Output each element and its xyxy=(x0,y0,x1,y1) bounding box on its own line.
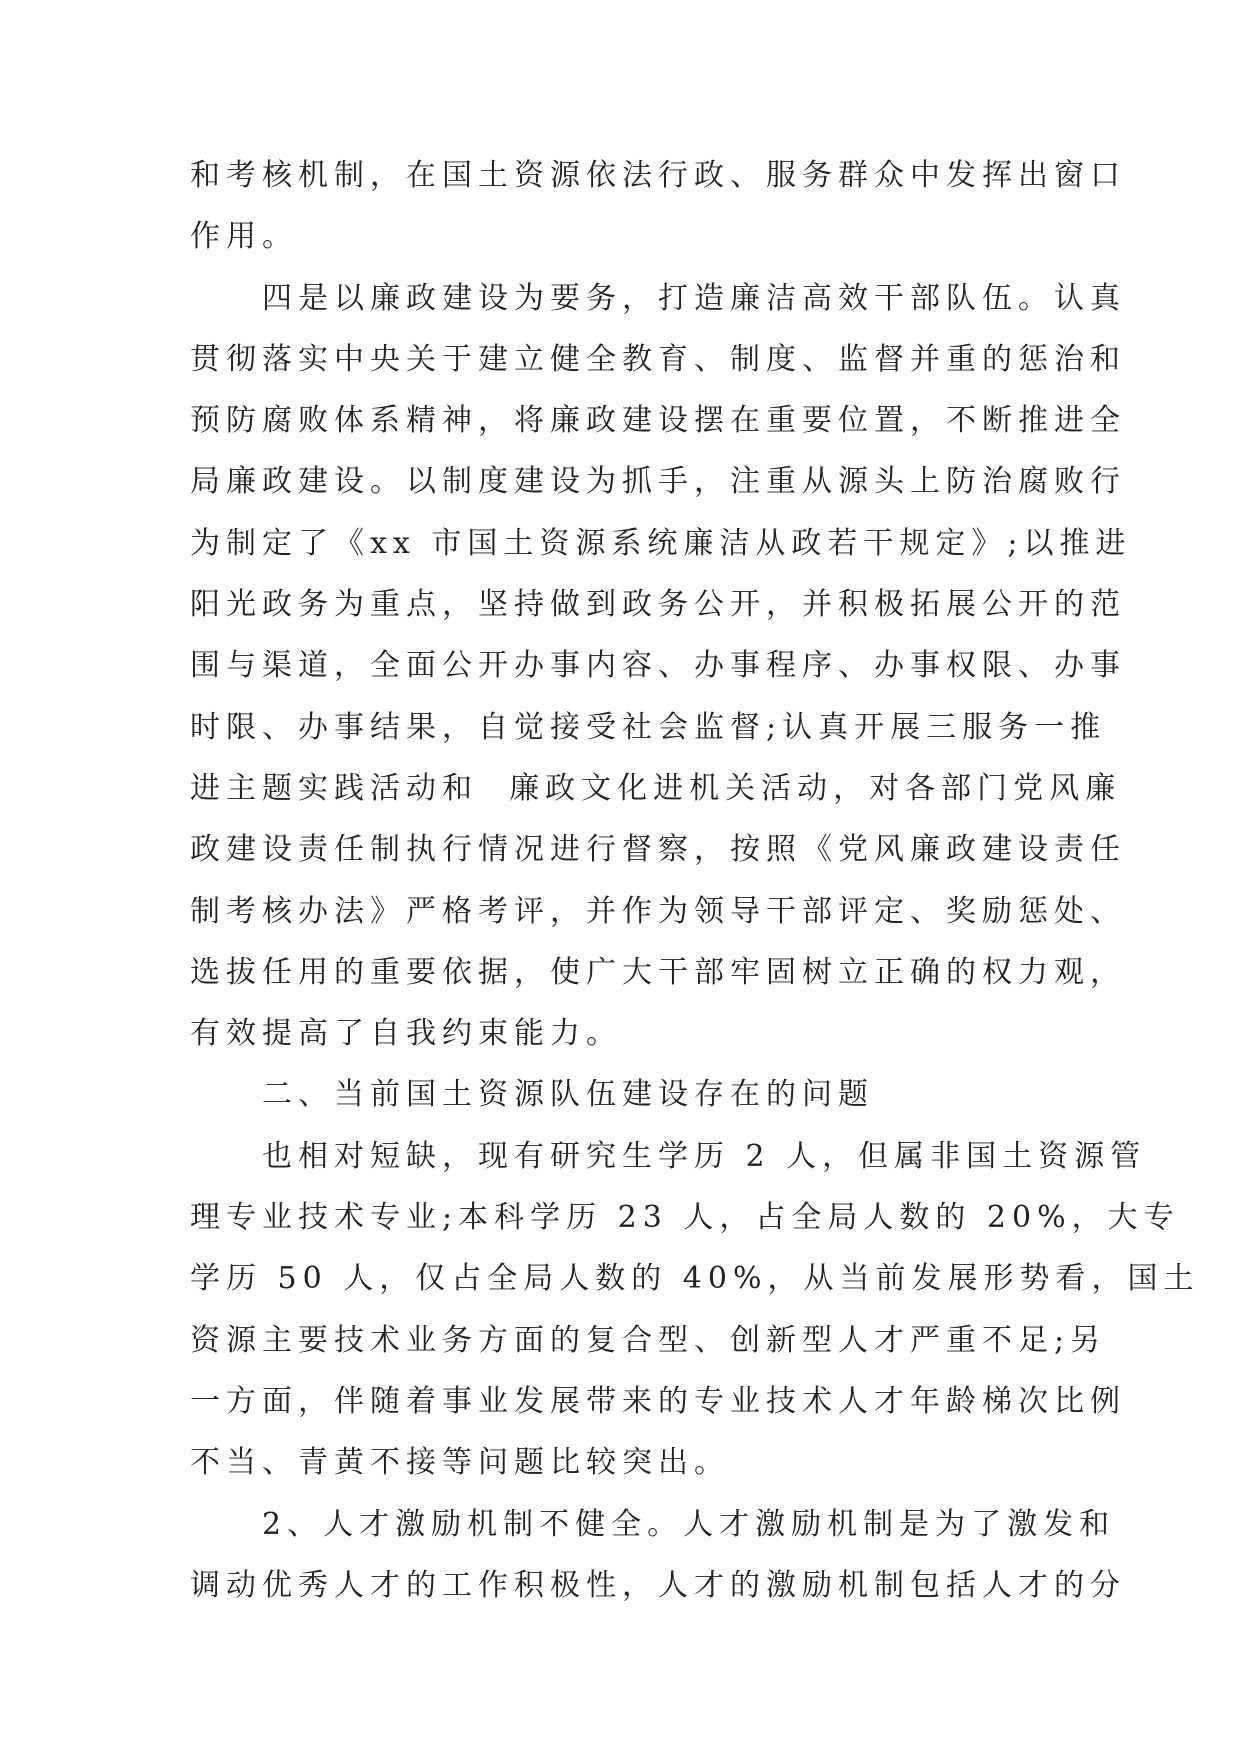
text-line: 政建设责任制执行情况进行督察，按照《党风廉政建设责任 xyxy=(190,832,1126,868)
text-line: 阳光政务为重点，坚持做到政务公开，并积极拓展公开的范 xyxy=(190,587,1126,623)
text-line: 资源主要技术业务方面的复合型、创新型人才严重不足;另 xyxy=(190,1322,1107,1358)
text-line: 围与渠道，全面公开办事内容、办事程序、办事权限、办事 xyxy=(190,648,1126,684)
text-line: 理专业技术专业;本科学历 23 人，占全局人数的 20%，大专 xyxy=(190,1200,1180,1236)
text-line: 制考核办法》严格考评，并作为领导干部评定、奖励惩处、 xyxy=(190,893,1126,929)
text-line: 一方面，伴随着事业发展带来的专业技术人才年龄梯次比例 xyxy=(190,1383,1126,1419)
document-body xyxy=(190,156,1200,1627)
text-line: 不当、青黄不接等问题比较突出。 xyxy=(190,1445,730,1481)
section-heading: 二、当前国土资源队伍建设存在的问题 xyxy=(262,1077,874,1113)
text-line: 贯彻落实中央关于建立健全教育、制度、监督并重的惩治和 xyxy=(190,341,1126,377)
paragraph-start-line: 2、人才激励机制不健全。人才激励机制是为了激发和 xyxy=(262,1506,1116,1542)
paragraph-start-line: 也相对短缺，现有研究生学历 2 人，但属非国土资源管 xyxy=(262,1138,1147,1174)
text-line: 和考核机制，在国土资源依法行政、服务群众中发挥出窗口 xyxy=(190,158,1126,193)
text-line: 有效提高了自我约束能力。 xyxy=(190,1016,622,1052)
text-line: 进主题实践活动和 廉政文化进机关活动，对各部门党风廉 xyxy=(190,770,1122,806)
text-line: 调动优秀人才的工作积极性，人才的激励机制包括人才的分 xyxy=(190,1567,1126,1603)
paragraph-start-line: 四是以廉政建设为要务，打造廉洁高效干部队伍。认真 xyxy=(262,280,1126,316)
text-line: 作用。 xyxy=(190,219,298,255)
text-line: 为制定了《xx 市国土资源系统廉洁从政若干规定》;以推进 xyxy=(190,525,1132,561)
text-line: 预防腐败体系精神，将廉政建设摆在重要位置，不断推进全 xyxy=(190,403,1126,439)
text-line: 学历 50 人，仅占全局人数的 40%，从当前发展形势看，国土 xyxy=(190,1261,1200,1297)
text-line: 选拔任用的重要依据，使广大干部牢固树立正确的权力观， xyxy=(190,954,1126,990)
text-line: 时限、办事结果，自觉接受社会监督;认真开展三服务一推 xyxy=(190,709,1107,745)
text-line: 局廉政建设。以制度建设为抓手，注重从源头上防治腐败行 xyxy=(190,464,1126,500)
